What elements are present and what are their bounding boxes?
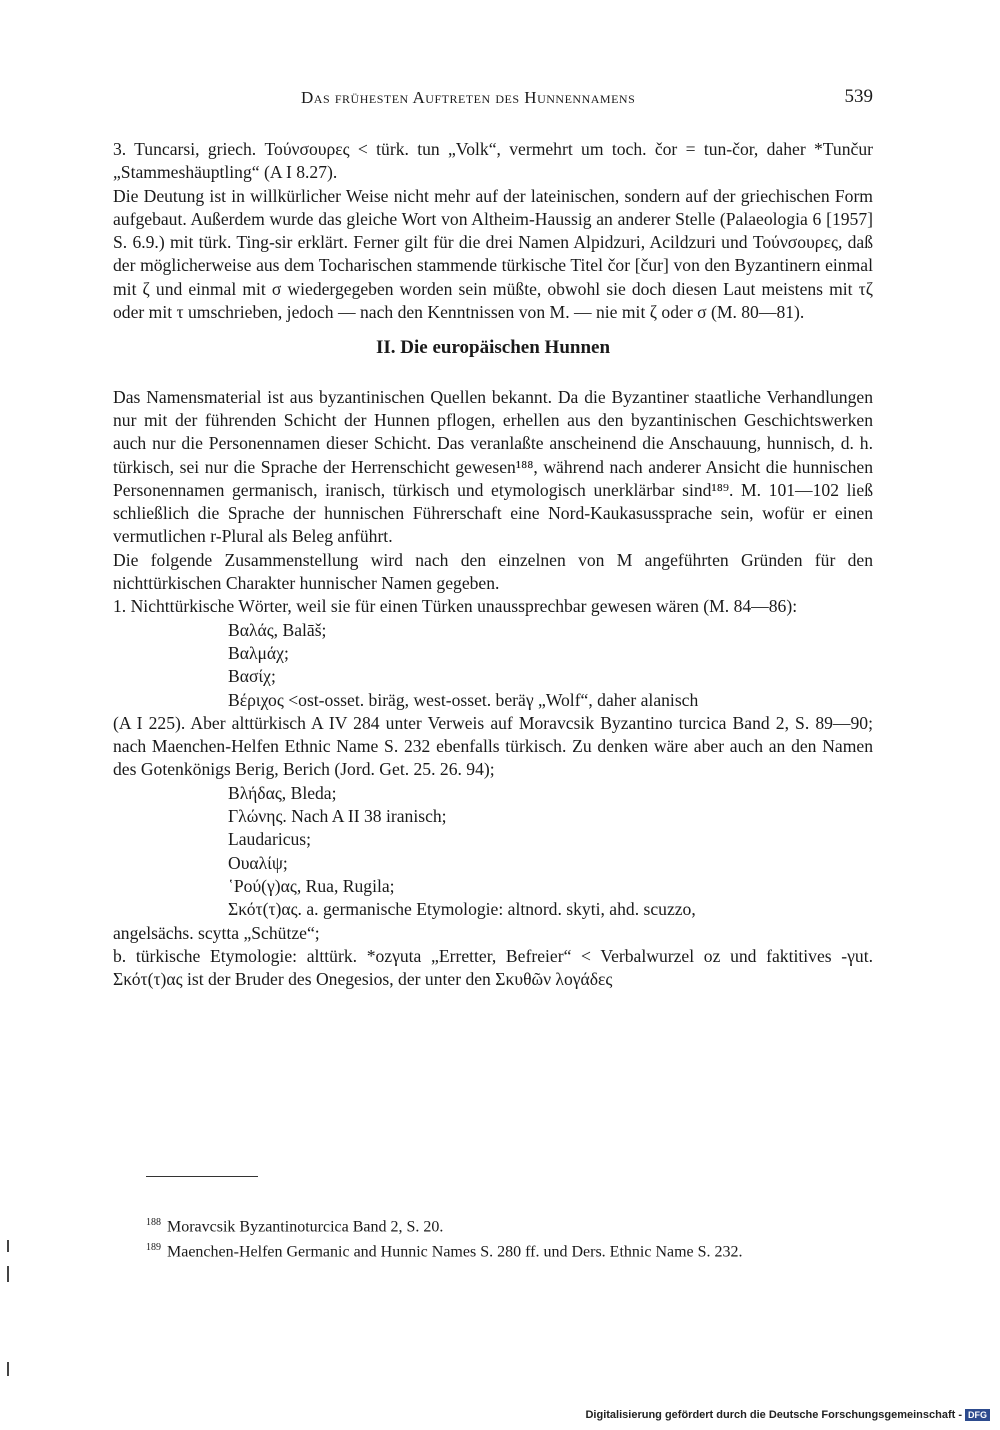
name-entry: Γλώνης. Nach A II 38 iranisch; bbox=[228, 806, 447, 827]
name-entry: Βαλμάχ; bbox=[228, 642, 289, 663]
name-entry: Βλήδας, Bleda; bbox=[228, 782, 337, 803]
paragraph-scytta: angelsächs. scytta „Schütze“; bbox=[113, 922, 320, 943]
name-entry: Βασίχ; bbox=[228, 666, 276, 687]
paragraph-deutung: Die Deutung ist in willkürlicher Weise nicht mehr auf der lateinischen, sondern auf der griechischen Form aufgebaut. Außerdem wurde das gleiche Wort von Altheim-Haussig an anderer Stelle (Palaeologia 6 [1957] S. 6.9.) mit türk. Ting-sir erklärt. Ferner gilt für die drei Namen Alpidzuri, Acildzuri und Τούνσουρες, daß der möglicherweise aus dem Tocharischen stammende türkische Titel čor [čur] von den Byzantinern einmal mit ζ und einmal mit σ wiedergegeben worden sein müßte, obwohl sie doch diesen Laut meistens mit τζ oder mit τ umschrieben, jedoch — nach den Kenntnissen von M. — nie mit ζ oder σ (M. 80—81). bbox=[113, 185, 873, 323]
footnote-mark: 188 bbox=[146, 1217, 161, 1228]
paragraph-berichos: (A I 225). Aber alttürkisch A IV 284 unter Verweis auf Moravcsik Byzantino turcica Band 2, S. 89—90; nach Maenchen-Helfen Ethnic Name S. 232 ebenfalls türkisch. Zu denken wäre aber auch an den Namen des Gotenkönigs Berig, Berich (Jord. Get. 25. 26. 94); bbox=[113, 712, 873, 780]
page-number: 539 bbox=[844, 86, 873, 107]
name-entry: ῾Ρού(γ)ας, Rua, Rugila; bbox=[228, 875, 395, 896]
digitization-footer bbox=[585, 1409, 990, 1421]
footer-text: Digitalisierung gefördert durch die Deutsche Forschungsgemeinschaft - bbox=[585, 1409, 962, 1421]
running-title: Das frühesten Auftreten des Hunnennamens bbox=[301, 88, 636, 107]
name-entry: Laudaricus; bbox=[228, 829, 312, 850]
footnote bbox=[146, 1237, 876, 1262]
running-header bbox=[113, 88, 873, 112]
paragraph-zusammenstellung: Die folgende Zusammenstellung wird nach den einzelnen von M angeführten Gründen für den nichttürkischen Charakter hunnischer Namen gegeben. bbox=[113, 549, 873, 594]
name-entry: Βαλάς, Balāš; bbox=[228, 619, 327, 640]
main-text bbox=[113, 138, 873, 991]
margin-mark bbox=[7, 1362, 9, 1376]
name-entry: Βέριχος <ost-osset. biräg, west-osset. beräγ „Wolf“, daher alanisch bbox=[228, 689, 699, 710]
name-entry: Ουαλίψ; bbox=[228, 852, 288, 873]
paragraph-list-intro: 1. Nichttürkische Wörter, weil sie für einen Türken unaussprechbar gewesen wären (M. 84—86): bbox=[113, 596, 798, 617]
footnote bbox=[146, 1212, 876, 1237]
name-entry: Σκότ(τ)ας. a. germanische Etymologie: altnord. skyti, ahd. scuzzo, bbox=[228, 899, 696, 920]
footnote-text: Moravcsik Byzantinoturcica Band 2, S. 20. bbox=[167, 1218, 444, 1236]
section-heading: II. Die europäischen Hunnen bbox=[375, 337, 611, 359]
paragraph-turkish-etymology: b. türkische Etymologie: alttürk. *ozγuta „Erretter, Befreier“ < Verbalwurzel oz und faktitives -γut. Σκότ(τ)ας ist der Bruder des Onegesios, der unter den Σκυθῶν λογάδες bbox=[113, 945, 873, 990]
footnotes bbox=[146, 1212, 876, 1263]
footnote-mark: 189 bbox=[146, 1242, 161, 1254]
footnote-separator bbox=[146, 1176, 258, 1177]
dfg-logo: DFG bbox=[965, 1409, 990, 1421]
paragraph-namensmaterial: Das Namensmaterial ist aus byzantinischen Quellen bekannt. Da die Byzantiner staatliche Verhandlungen nur mit der führenden Schicht der Hunnen pflogen, erhellen aus den byzantinischen Geschichtswerken auch nur die Personennamen dieser Schicht. Das veranlaßte anscheinend die Anschauung, hunnisch, d. h. türkisch, sei nur die Sprache der Herrenschicht gewesen¹⁸⁸, während nach anderer Ansicht die hunnischen Personennamen germanisch, iranisch, türkisch und etymologisch unerklärbar sind¹⁸⁹. M. 101—102 ließ schließlich die Sprache der hunnischen Führerschaft eine Nord-Kaukasussprache sein, wofür er einen vermutlichen r-Plural als Beleg anführt. bbox=[113, 386, 873, 547]
footnote-text: Maenchen-Helfen Germanic and Hunnic Names S. 280 ff. und Ders. Ethnic Name S. 232. bbox=[167, 1243, 743, 1261]
paragraph-tuncarsi: 3. Tuncarsi, griech. Τούνσουρες < türk. tun „Volk“, vermehrt um toch. čor = tun-čor, daher *Tunčur „Stammeshäuptling“ (A I 8.27). bbox=[113, 139, 873, 183]
margin-mark bbox=[7, 1240, 9, 1252]
margin-mark bbox=[7, 1266, 9, 1282]
